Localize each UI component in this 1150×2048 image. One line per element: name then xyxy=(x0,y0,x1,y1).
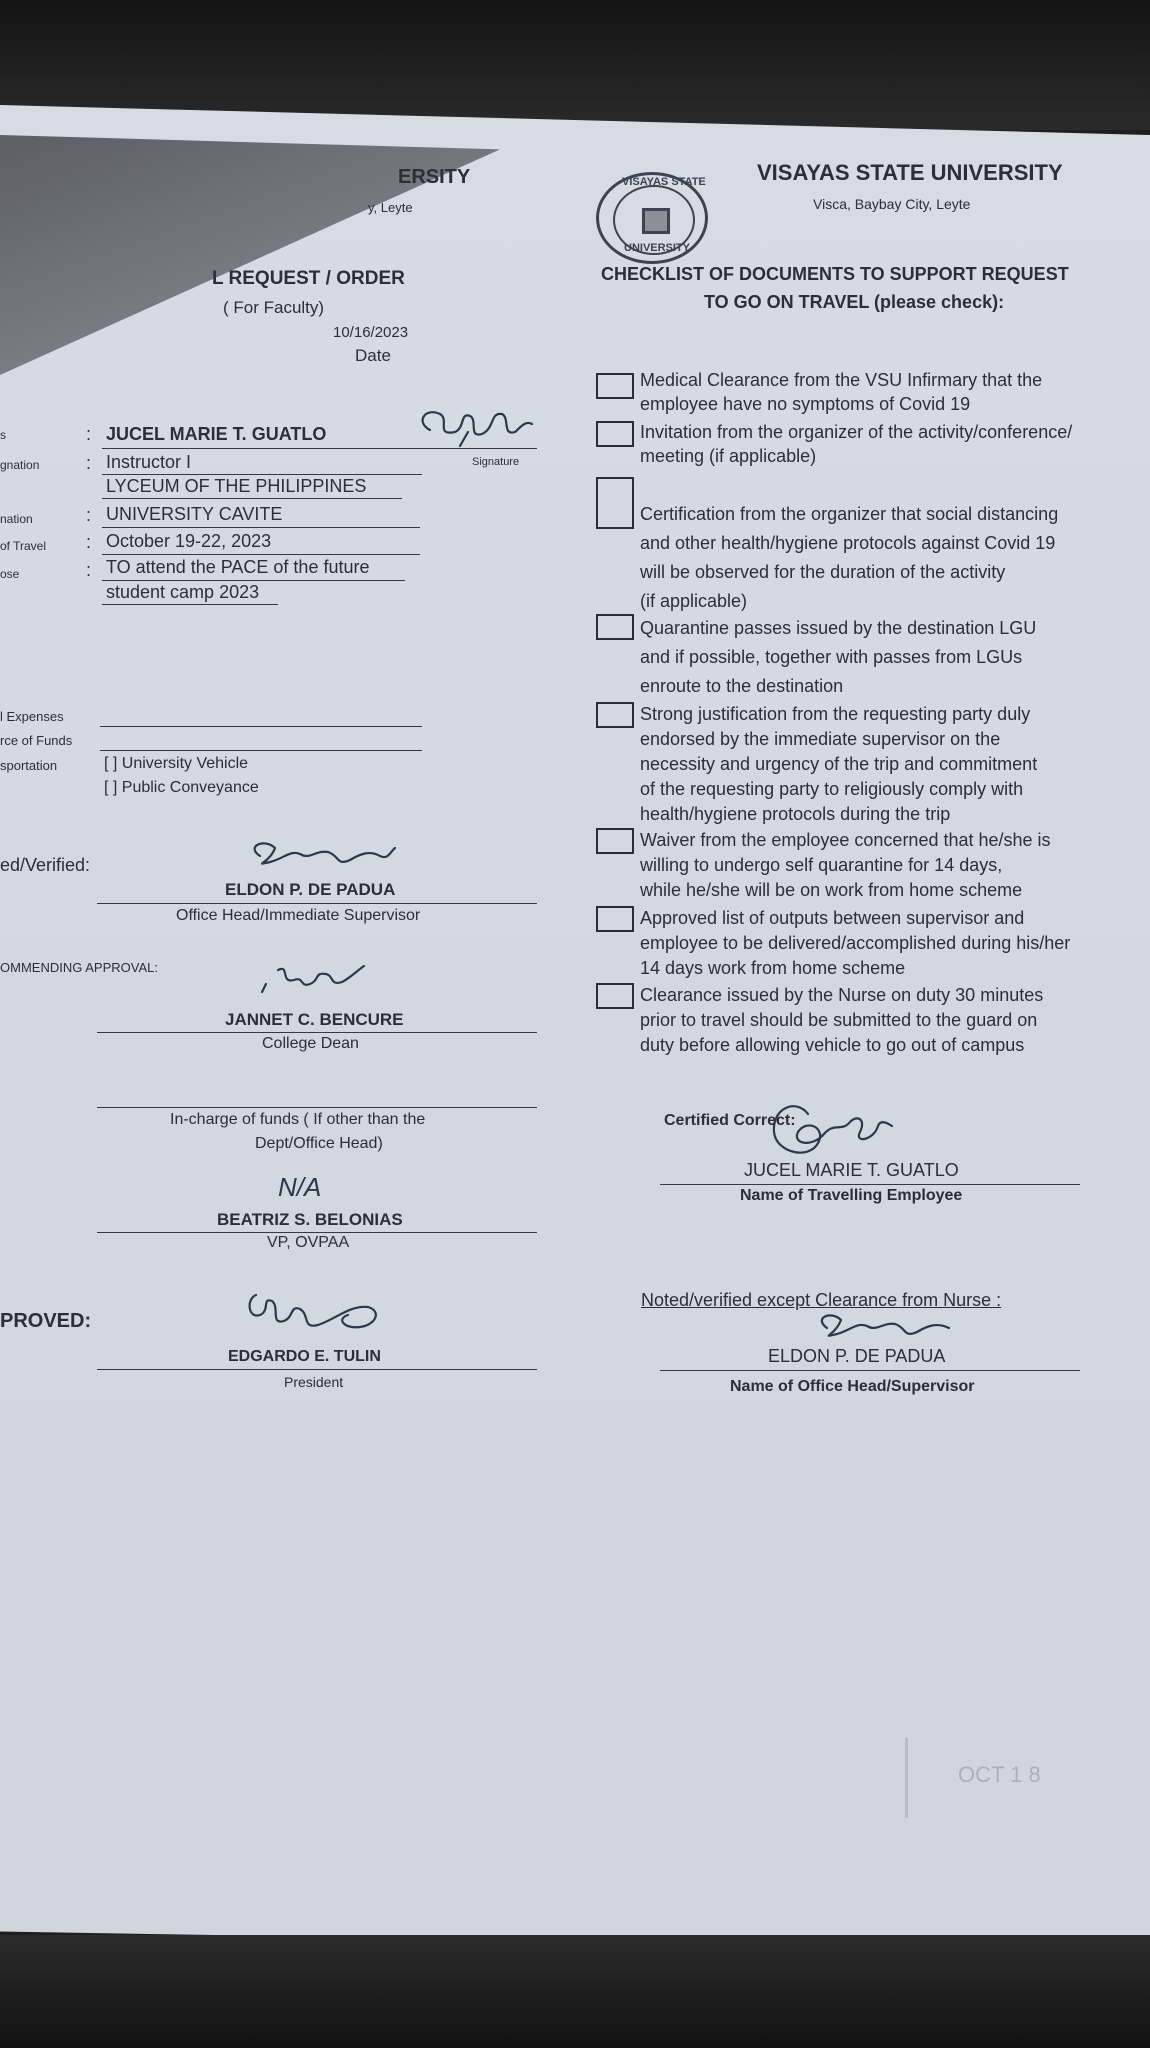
seal-text-bottom: UNIVERSITY xyxy=(624,242,691,254)
traveller-signature xyxy=(410,402,540,450)
transportation-label: sportation xyxy=(0,758,58,773)
dark-background-bottom xyxy=(0,1935,1150,2048)
request-date-label: Date xyxy=(355,346,391,365)
dean-signature xyxy=(250,962,370,1002)
designation-label: gnation xyxy=(0,458,40,472)
checklist-title-line2: TO GO ON TRAVEL (please check): xyxy=(704,292,1005,312)
approved-label: PROVED: xyxy=(0,1310,92,1332)
checklist-item-outputs: Approved list of outputs between supervisor and employee to be delivered/accomplished during his/her 14 days work from home scheme xyxy=(640,908,1071,978)
signature-label: Signature xyxy=(472,456,520,468)
designation-value: Instructor I xyxy=(106,452,192,472)
photo-scene: ERSITY y, Leyte L REQUEST / ORDER ( For Faculty) 10/16/2023 Date VISAYAS STATE UNIVERSITY VISAYAS STATE UNIVERSITY Visca, Baybay City, Leyte CHECKLIST OF DOCUMENTS TO SUPPORT REQUEST TO GO ON TRAVEL (please check): s : JUCEL MARIE T. GUATLO Signature gnation : Instructor I LYCEUM OF THE PHILIPPINES nation : UNIVERSITY CAVITE of Travel : October 19-22, 2023 ose : TO attend the PACE of the future student camp 2023 l Expenses rce of Funds sportation [ ] University Vehicle [ ] Public Conveyance ed/Verified: ELDON P. DE PADUA Office Head/Immediate Supervisor OMMENDING APPROVAL: JANNET C. BENCURE College Dean In-charge of funds ( If other than the Dept/Office Head) N/A BEATRIZ S. BELONIAS VP, OVPAA PROVED: EDGARDO E. TULIN President Medical Clearance from the VSU Infirmary that the employee have no symptoms of Covid 19 Invitation from the organizer of the activity/conference/ meeting (if applicable) Certification from the organizer that social distancing and other health/hygiene protocols against Covid 19 will be observed for the duration of the activity (if applicable) Quarantine passes issued by the destination LGU and if possible, together with passes from LGUs enroute to the destination Strong justification from the requesting party duly endorsed by the immediate supervisor on the necessity and urgency of the trip and commitment of the requesting party to religiously comply with health/hygiene protocols during the trip Waiver from the employee concerned that he/she is willing to undergo self quarantine for 14 days, while he/she will be on work from home scheme Approved list of outputs between supervisor and employee to be delivered/accomplished during his/her 14 days work from home scheme Clearance issued by the Nurse on duty 30 minutes prior to travel should be submitted to the guard on duty before allowing vehicle to go out of campus Certified Correct: JUCEL MARIE T. GUATLO Name of Travelling Employee Noted/verified except Clearance from Nurse : ELDON P. DE PADUA Name of Office Head/Supervisor OCT 1 8 xyxy=(0,0,1150,2048)
employee-caption: Name of Travelling Employee xyxy=(740,1187,963,1204)
recommending-label: OMMENDING APPROVAL: xyxy=(0,960,158,975)
checkbox-quarantine-passes[interactable] xyxy=(596,614,634,640)
left-university-address: y, Leyte xyxy=(368,200,413,215)
destination-line1: LYCEUM OF THE PHILIPPINES xyxy=(106,476,367,496)
destination-line2: UNIVERSITY CAVITE xyxy=(106,504,283,524)
employee-name: JUCEL MARIE T. GUATLO xyxy=(744,1160,959,1180)
form-subtitle: ( For Faculty) xyxy=(223,298,325,317)
purpose-label: ose xyxy=(0,567,20,581)
purpose-line2: student camp 2023 xyxy=(106,582,260,602)
checkbox-approved-outputs[interactable] xyxy=(596,906,634,932)
right-university-name: VISAYAS STATE UNIVERSITY xyxy=(757,160,1063,185)
checklist-item-invitation: Invitation from the organizer of the activity/conference/ meeting (if applicable) xyxy=(640,422,1073,466)
checklist-item-medical: Medical Clearance from the VSU Infirmary that the employee have no symptoms of Covid 19 xyxy=(640,370,1043,414)
expenses-label: l Expenses xyxy=(0,709,64,724)
travel-date-value: October 19-22, 2023 xyxy=(106,531,272,551)
checkbox-waiver[interactable] xyxy=(596,828,634,854)
certified-correct-label: Certified Correct: xyxy=(664,1112,796,1129)
traveller-name: JUCEL MARIE T. GUATLO xyxy=(106,424,327,444)
checklist-title-line1: CHECKLIST OF DOCUMENTS TO SUPPORT REQUEST xyxy=(601,264,1069,284)
supervisor-name: ELDON P. DE PADUA xyxy=(768,1346,946,1366)
transport-option-public: [ ] Public Conveyance xyxy=(104,779,259,796)
president-title: President xyxy=(284,1374,344,1390)
checkbox-certification[interactable] xyxy=(596,477,634,529)
vp-name: BEATRIZ S. BELONIAS xyxy=(217,1210,403,1229)
travel-date-label: of Travel xyxy=(0,539,47,553)
request-date-value: 10/16/2023 xyxy=(333,324,409,341)
supervisor-caption: Name of Office Head/Supervisor xyxy=(730,1378,975,1395)
right-university-address: Visca, Baybay City, Leyte xyxy=(813,196,971,212)
supervisor-signature xyxy=(805,1310,955,1350)
checklist-item-quarantine: Quarantine passes issued by the destination LGU and if possible, together with passes from LGUs enroute to the destination xyxy=(640,618,1037,696)
dean-name: JANNET C. BENCURE xyxy=(225,1010,404,1029)
funds-in-charge-title-line1: In-charge of funds ( If other than the xyxy=(170,1111,426,1128)
received-stamp: OCT 1 8 xyxy=(905,1738,1150,1818)
noted-verified-label: Noted/verified except Clearance from Nurse : xyxy=(641,1290,1002,1310)
form-title: L REQUEST / ORDER xyxy=(212,268,405,289)
verifier-name: ELDON P. DE PADUA xyxy=(225,880,396,899)
president-name: EDGARDO E. TULIN xyxy=(228,1348,381,1365)
vp-title: VP, OVPAA xyxy=(267,1234,350,1251)
checklist-item-justification: Strong justification from the requesting party duly endorsed by the immediate supervisor on the necessity and urgency of the trip and commitment of the requesting party to religiously comply with health/hygiene protocols during the trip xyxy=(640,704,1038,824)
verifier-signature xyxy=(240,838,400,878)
checkbox-medical-clearance[interactable] xyxy=(596,373,634,399)
checklist-item-nurse: Clearance issued by the Nurse on duty 30 minutes prior to travel should be submitted to the guard on duty before allowing vehicle to go out of campus xyxy=(640,985,1044,1055)
checklist-item-certification: Certification from the organizer that social distancing and other health/hygiene protocols against Covid 19 will be observed for the duration of the activity (if applicable) xyxy=(640,504,1059,611)
checkbox-justification[interactable] xyxy=(596,702,634,728)
verifier-title: Office Head/Immediate Supervisor xyxy=(176,907,421,924)
verified-label: ed/Verified: xyxy=(0,855,91,875)
funds-in-charge-title-line2: Dept/Office Head) xyxy=(255,1135,383,1152)
name-label: s xyxy=(0,428,6,442)
checkbox-invitation[interactable] xyxy=(596,421,634,447)
funds-label: rce of Funds xyxy=(0,733,73,748)
dean-title: College Dean xyxy=(262,1035,359,1052)
checklist-item-waiver: Waiver from the employee concerned that he/she is willing to undergo self quarantine for 14 days, while he/she will be on work from home scheme xyxy=(640,830,1051,900)
seal-text-top: VISAYAS STATE xyxy=(622,176,706,188)
president-signature xyxy=(240,1285,390,1341)
funds-na-handwritten: N/A xyxy=(278,1172,322,1202)
checkbox-nurse-clearance[interactable] xyxy=(596,983,634,1009)
destination-label: nation xyxy=(0,512,33,526)
left-university-name: ERSITY xyxy=(398,166,471,188)
purpose-line1: TO attend the PACE of the future xyxy=(106,557,370,577)
transport-option-vehicle: [ ] University Vehicle xyxy=(104,755,249,772)
